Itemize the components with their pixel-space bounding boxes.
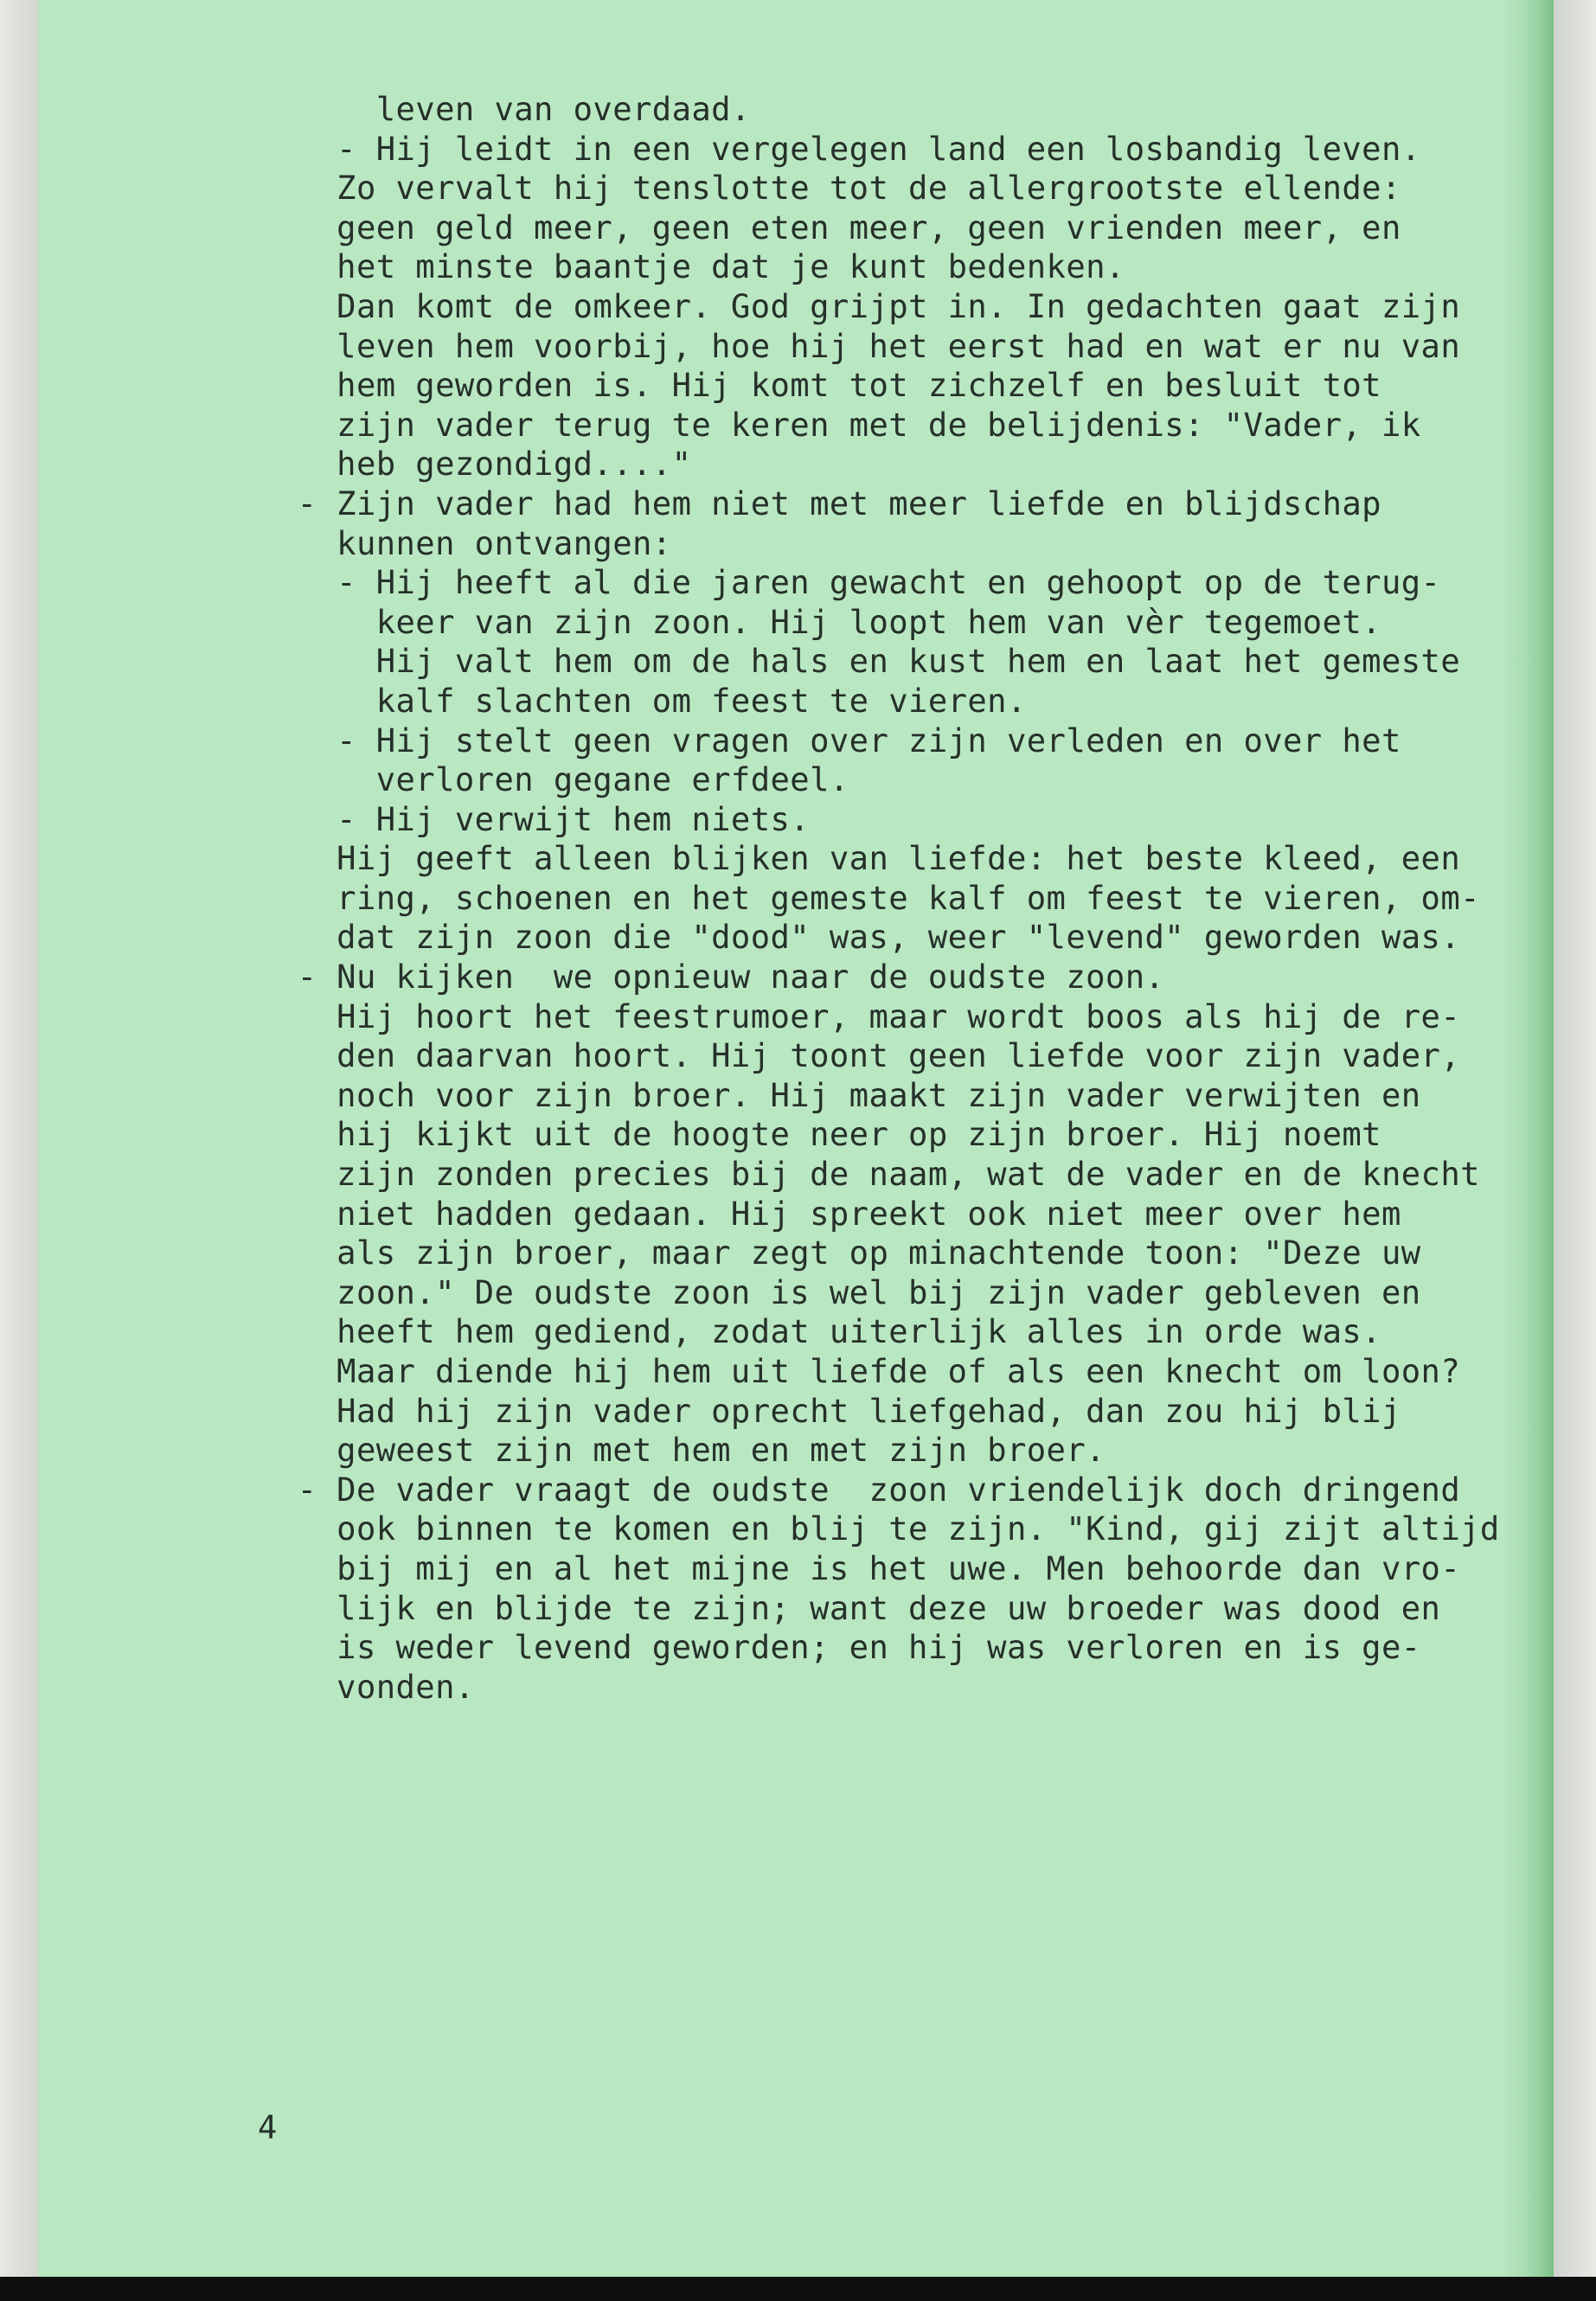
right-scan-margin xyxy=(1554,0,1596,2301)
text-line: leven van overdaad. xyxy=(258,90,751,128)
text-line: bij mij en al het mijne is het uwe. Men behoorde dan vro- xyxy=(258,1548,1461,1587)
text-line: - Zijn vader had hem niet met meer liefde en blijdschap xyxy=(258,484,1381,522)
text-line: leven hem voorbij, hoe hij het eerst had en wat er nu van xyxy=(258,326,1461,365)
text-line: heb gezondigd...." xyxy=(258,445,692,484)
text-line: is weder levend geworden; en hij was verloren en is ge- xyxy=(258,1628,1421,1667)
text-line: kunnen ontvangen: xyxy=(258,523,672,562)
text-line: - Hij stelt geen vragen over zijn verleden en over het xyxy=(258,721,1401,760)
text-line: zijn zonden precies bij de naam, wat de vader en de knecht xyxy=(258,1155,1480,1194)
bottom-scan-edge xyxy=(0,2277,1596,2301)
text-line: Hij geeft alleen blijken van liefde: het beste kleed, een xyxy=(258,839,1461,878)
text-line: vonden. xyxy=(258,1667,475,1706)
body-text xyxy=(258,90,1500,1707)
text-line: geen geld meer, geen eten meer, geen vrienden meer, en xyxy=(258,208,1401,247)
text-line: Hij hoort het feestrumoer, maar wordt boos als hij de re- xyxy=(258,997,1461,1035)
text-line: ook binnen te komen en blij te zijn. "Kind, gij zijt altijd xyxy=(258,1509,1500,1548)
text-line: - Nu kijken we opnieuw naar de oudste zoon. xyxy=(258,958,1165,997)
text-line: den daarvan hoort. Hij toont geen liefde voor zijn vader, xyxy=(258,1036,1461,1075)
text-line: heeft hem gediend, zodat uiterlijk alles in orde was. xyxy=(258,1312,1381,1351)
text-line: als zijn broer, maar zegt op minachtende toon: "Deze uw xyxy=(258,1234,1421,1272)
text-line: Maar diende hij hem uit liefde of als een knecht om loon? xyxy=(258,1352,1461,1390)
page-number: 4 xyxy=(258,2109,278,2146)
text-line: hij kijkt uit de hoogte neer op zijn broer. Hij noemt xyxy=(258,1115,1381,1154)
text-line: Zo vervalt hij tenslotte tot de allergrootste ellende: xyxy=(258,169,1401,208)
text-line: - Hij heeft al die jaren gewacht en gehoopt op de terug- xyxy=(258,563,1441,602)
text-line: dat zijn zoon die "dood" was, weer "levend" geworden was. xyxy=(258,918,1461,957)
text-line: - Hij leidt in een vergelegen land een losbandig leven. xyxy=(258,129,1421,168)
text-line: ring, schoenen en het gemeste kalf om feest te vieren, om- xyxy=(258,878,1480,917)
text-line: Hij valt hem om de hals en kust hem en laat het gemeste xyxy=(258,642,1461,681)
text-line: - De vader vraagt de oudste zoon vriendelijk doch dringend xyxy=(258,1470,1461,1509)
text-line: verloren gegane erfdeel. xyxy=(258,760,849,799)
text-line: niet hadden gedaan. Hij spreekt ook niet meer over hem xyxy=(258,1194,1401,1233)
text-line: noch voor zijn broer. Hij maakt zijn vader verwijten en xyxy=(258,1075,1421,1114)
text-line: kalf slachten om feest te vieren. xyxy=(258,681,1027,720)
text-line: Dan komt de omkeer. God grijpt in. In gedachten gaat zijn xyxy=(258,286,1461,325)
text-line: zijn vader terug te keren met de belijdenis: "Vader, ik xyxy=(258,405,1421,444)
text-line: hem geworden is. Hij komt tot zichzelf en besluit tot xyxy=(258,366,1381,405)
text-line: het minste baantje dat je kunt bedenken. xyxy=(258,247,1125,286)
text-line: - Hij verwijt hem niets. xyxy=(258,799,811,838)
page-edge-shadow xyxy=(1502,0,1554,2277)
text-line: Had hij zijn vader oprecht liefgehad, dan zou hij blij xyxy=(258,1391,1401,1430)
left-scan-margin xyxy=(0,0,38,2301)
text-line: keer van zijn zoon. Hij loopt hem van vèr tegemoet. xyxy=(258,602,1381,641)
text-line: lijk en blijde te zijn; want deze uw broeder was dood en xyxy=(258,1588,1441,1627)
text-line: zoon." De oudste zoon is wel bij zijn vader gebleven en xyxy=(258,1272,1421,1311)
text-line: geweest zijn met hem en met zijn broer. xyxy=(258,1431,1106,1470)
